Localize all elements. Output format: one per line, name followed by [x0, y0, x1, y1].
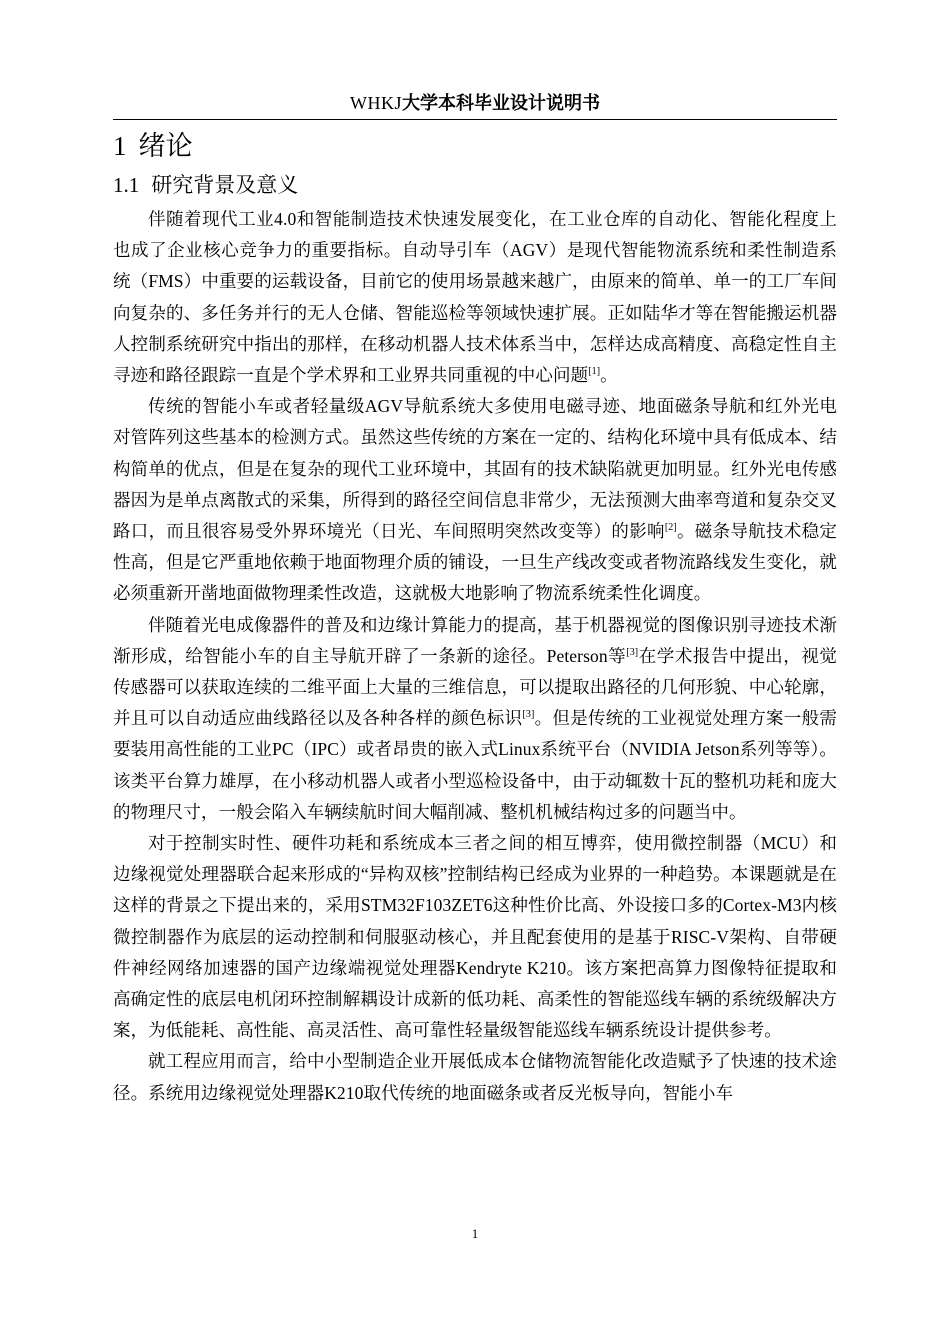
- header-divider: [113, 119, 837, 120]
- paragraph-text: 在学术报告中提出，视觉传感器可以获取连续的二维平面上大量的三维信息，可以提取出路径的几何形貌、中心轮廓，并且可以自动适应曲线路径以及各种各样的颜色标识: [113, 645, 837, 729]
- paragraph-text: 。但是传统的工业视觉处理方案一般需要装用高性能的工业PC（IPC）或者昂贵的嵌入式Linux系统平台（NVIDIA Jetson系列等等）。该类平台算力雄厚，在小移动机器人或者小型巡检设备中，由于动辄数十瓦的整机功耗和庞大的物理尺寸，一般会陷入车辆续航时间大幅削减、整机机械结构过多的问题当中。: [113, 708, 837, 822]
- paragraph-text: 伴随着光电成像器件的普及和边缘计算能力的提高，基于机器视觉的图像识别寻迹技术渐渐形成，给智能小车的自主导航开辟了一条新的途径。Peterson等: [113, 614, 837, 666]
- citation-2: [2]: [664, 522, 677, 534]
- paragraph-1: [113, 204, 837, 391]
- header-document-type: 大学本科毕业设计说明书: [402, 93, 600, 114]
- paragraph-text: 对于控制实时性、硬件功耗和系统成本三者之间的相互博弈，使用微控制器（MCU）和边缘视觉处理器联合起来形成的“异构双核”控制结构已经成为业界的一种趋势。本课题就是在这样的背景之下提出来的，采用STM32F103ZET6这种性价比高、外设接口多的Cortex-M3内核微控制器作为底层的运动控制和伺服驱动核心，并且配套使用的是基于RISC-V架构、自带硬件神经网络加速器的国产边缘端视觉处理器Kendryte K210。该方案把高算力图像特征提取和高确定性的底层电机闭环控制解耦设计成新的低功耗、高柔性的智能巡线车辆的系统级解决方案，为低能耗、高性能、高灵活性、高可靠性轻量级智能巡线车辆系统设计提供参考。: [113, 833, 837, 1041]
- chapter-heading: [113, 128, 193, 165]
- citation-1: [1]: [588, 366, 601, 378]
- section-heading: [113, 170, 298, 200]
- chapter-number: 1: [113, 131, 127, 161]
- paragraph-text: 。磁条导航技术稳定性高，但是它严重地依赖于地面物理介质的铺设，一旦生产线改变或者物流路线发生变化，就必须重新开凿地面做物理柔性改造，这就极大地影响了物流系统柔性化调度。: [113, 521, 837, 604]
- section-number: 1.1: [113, 173, 140, 197]
- paragraph-2: [113, 391, 837, 609]
- page-number: 1: [471, 1226, 479, 1241]
- paragraph-text: 传统的智能小车或者轻量级AGV导航系统大多使用电磁寻迹、地面磁条导航和红外光电对管阵列这些基本的检测方式。虽然这些传统的方案在一定的、结构化环境中具有低成本、结构简单的优点，但是在复杂的现代工业环境中，其固有的技术缺陷就更加明显。红外光电传感器因为是单点离散式的采集，所得到的路径空间信息非常少，无法预测大曲率弯道和复杂交叉路口，而且很容易受外界环境光（日光、车间照明突然改变等）的影响: [113, 396, 837, 542]
- paragraph-text: 就工程应用而言，给中小型制造企业开展低成本仓储物流智能化改造赋予了快速的技术途径。系统用边缘视觉处理器K210取代传统的地面磁条或者反光板导向，智能小车: [113, 1051, 837, 1103]
- body-text: [113, 204, 837, 1109]
- chapter-title-text: 绪论: [138, 131, 193, 162]
- header-institution-code: WHKJ: [350, 93, 402, 113]
- citation-3a: [3]: [626, 646, 639, 658]
- paragraph-4: [113, 828, 837, 1046]
- running-header: [113, 90, 837, 117]
- citation-3b: [3]: [522, 709, 535, 721]
- paragraph-text: 。: [600, 365, 618, 386]
- paragraph-text: 伴随着现代工业4.0和智能制造技术快速发展变化，在工业仓库的自动化、智能化程度上也成了企业核心竞争力的重要指标。自动导引车（AGV）是现代智能物流系统和柔性制造系统（FMS）中重要的运载设备，目前它的使用场景越来越广，由原来的简单、单一的工厂车间向复杂的、多任务并行的无人仓储、智能巡检等领域快速扩展。正如陆华才等在智能搬运机器人控制系统研究中指出的那样，在移动机器人技术体系当中，怎样达成高精度、高稳定性自主寻迹和路径跟踪一直是个学术界和工业界共同重视的中心问题: [113, 209, 837, 386]
- paragraph-5: [113, 1046, 837, 1108]
- paragraph-3: [113, 610, 837, 828]
- section-title-text: 研究背景及意义: [151, 173, 299, 197]
